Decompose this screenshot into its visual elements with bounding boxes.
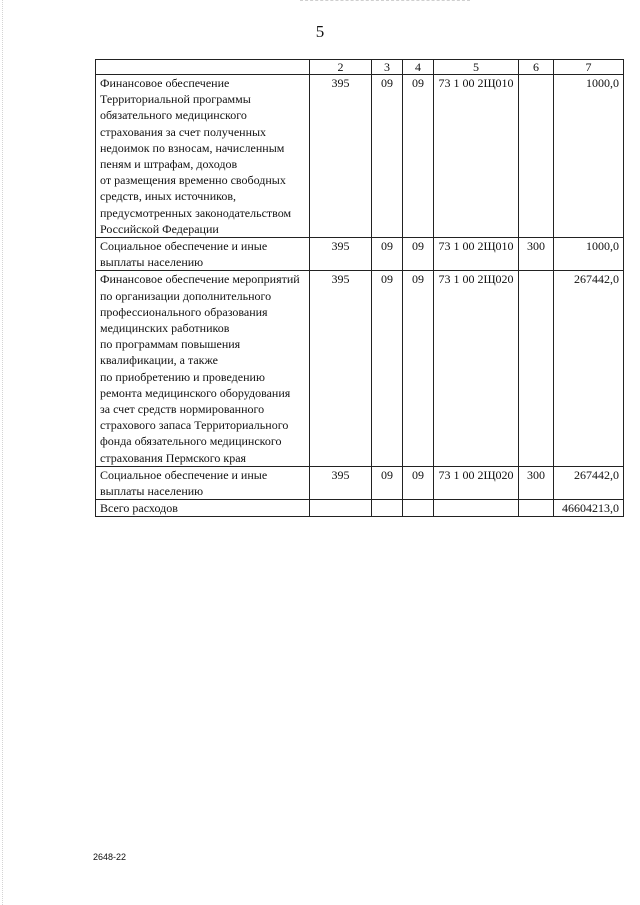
expense-name-line: Российской Федерации [100, 221, 219, 236]
expense-name-line: по организации дополнительного [100, 288, 272, 303]
expense-name-line: средств, иных источников, [100, 189, 237, 204]
table-row [96, 238, 624, 271]
expense-name-line: недоимок по взносам, начисленным [100, 140, 285, 155]
expense-name-cell [96, 75, 310, 238]
total-amount: 46604213,0 [554, 500, 624, 517]
section-code-cell: 09 [372, 271, 403, 466]
ministry-code-cell: 395 [310, 271, 372, 466]
empty-cell [519, 500, 554, 517]
expense-name-cell [96, 466, 310, 499]
expense-name-line: выплаты населению [100, 484, 204, 499]
header-cell-4: 4 [403, 60, 434, 75]
expense-name-line: профессионального образования [100, 304, 268, 319]
subsection-code-cell: 09 [403, 271, 434, 466]
expense-name-line: Финансовое обеспечение [100, 76, 230, 90]
empty-cell [434, 500, 519, 517]
table-row [96, 75, 624, 238]
amount-cell: 1000,0 [554, 238, 624, 271]
target-article-cell: 73 1 00 2Щ010 [434, 238, 519, 271]
ministry-code-cell: 395 [310, 238, 372, 271]
expense-name-line: Территориальной программы [100, 92, 251, 107]
page-number: 5 [315, 22, 325, 41]
expense-name-cell [96, 238, 310, 271]
ministry-code-cell: 395 [310, 75, 372, 238]
subsection-code-cell: 09 [403, 75, 434, 238]
header-cell-7: 7 [554, 60, 624, 75]
expense-name-line: ремонта медицинского оборудования [100, 385, 291, 400]
expense-name-line: по программам повышения [100, 337, 241, 352]
ministry-code-cell: 395 [310, 466, 372, 499]
expense-name-line: Социальное обеспечение и иные [100, 239, 268, 254]
subsection-code-cell: 09 [403, 238, 434, 271]
total-label: Всего расходов [96, 500, 310, 517]
expense-name-line: страхового запаса Территориального [100, 418, 289, 433]
section-code-cell: 09 [372, 75, 403, 238]
header-cell-1 [96, 60, 310, 75]
header-cell-2: 2 [310, 60, 372, 75]
expense-name-line: обязательного медицинского [100, 108, 247, 123]
expense-type-cell [519, 75, 554, 238]
header-cell-6: 6 [519, 60, 554, 75]
expense-name-line: страхования за счет полученных [100, 124, 267, 139]
scan-edge-line [2, 0, 4, 905]
empty-cell [403, 500, 434, 517]
empty-cell [372, 500, 403, 517]
expense-name-line: предусмотренных законодательством [100, 205, 292, 220]
expense-name-line: от размещения временно свободных [100, 173, 286, 188]
amount-cell: 267442,0 [554, 466, 624, 499]
expense-name-line: за счет средств нормированного [100, 402, 265, 417]
table-header-row [96, 60, 624, 75]
table-row [96, 271, 624, 466]
expense-type-cell: 300 [519, 238, 554, 271]
target-article-cell: 73 1 00 2Щ020 [434, 466, 519, 499]
expense-name-line: медицинских работников [100, 321, 230, 336]
expenditure-table [95, 59, 624, 517]
section-code-cell: 09 [372, 238, 403, 271]
scan-artifact-line [300, 0, 470, 2]
target-article-cell: 73 1 00 2Щ010 [434, 75, 519, 238]
expense-name-cell [96, 271, 310, 466]
expense-name-line: пеням и штрафам, доходов [100, 157, 238, 172]
header-cell-5: 5 [434, 60, 519, 75]
total-row [96, 500, 624, 517]
expense-name-line: по приобретению и проведению [100, 369, 265, 384]
expense-name-line: страхования Пермского края [100, 450, 247, 465]
section-code-cell: 09 [372, 466, 403, 499]
header-cell-3: 3 [372, 60, 403, 75]
expense-type-cell: 300 [519, 466, 554, 499]
table-row [96, 466, 624, 499]
expense-name-line: фонда обязательного медицинского [100, 434, 282, 449]
expense-name-line: выплаты населению [100, 255, 204, 270]
expense-name-line: Финансовое обеспечение мероприятий [100, 272, 300, 287]
amount-cell: 267442,0 [554, 271, 624, 466]
expense-type-cell [519, 271, 554, 466]
empty-cell [310, 500, 372, 517]
expense-name-line: Социальное обеспечение и иные [100, 467, 268, 482]
document-id: 2648-22 [93, 852, 127, 862]
target-article-cell: 73 1 00 2Щ020 [434, 271, 519, 466]
amount-cell: 1000,0 [554, 75, 624, 238]
expense-name-line: квалификации, а также [100, 353, 218, 368]
subsection-code-cell: 09 [403, 466, 434, 499]
